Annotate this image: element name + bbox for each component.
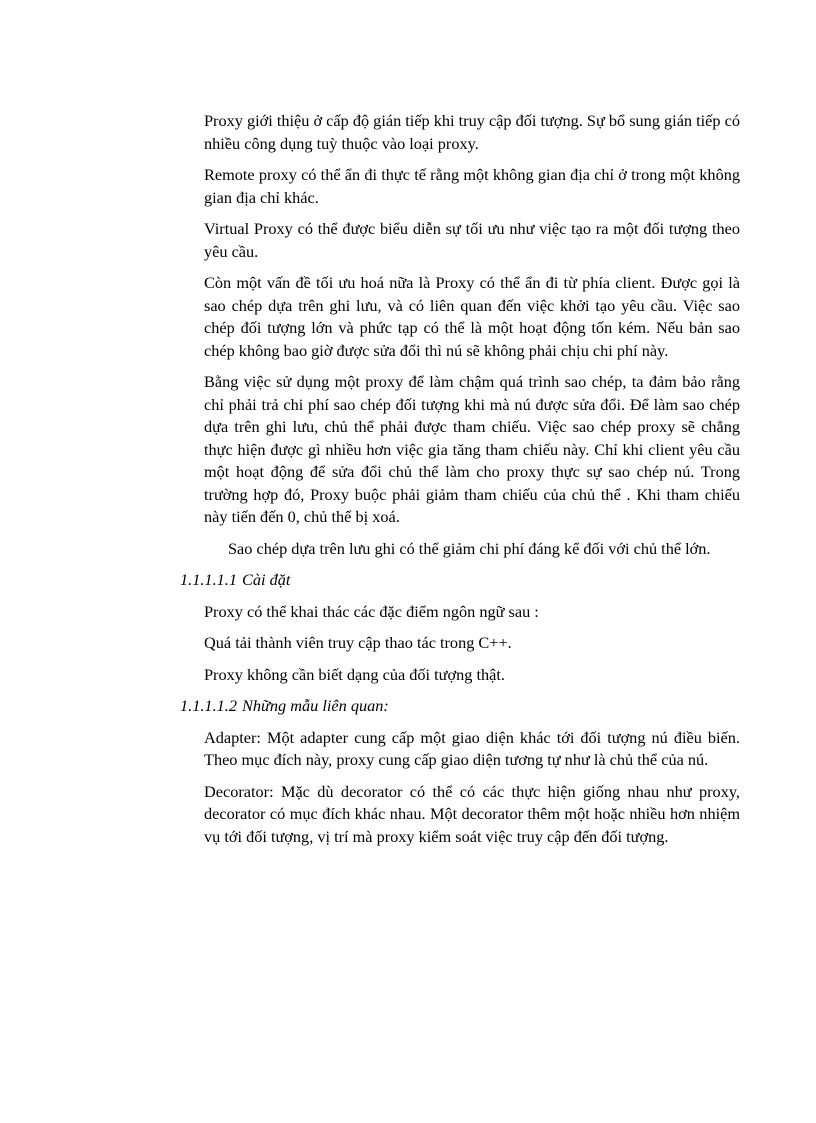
paragraph: Virtual Proxy có thể được biểu diễn sự tối ưu như việc tạo ra một đối tượng theo yêu cầu. (204, 219, 740, 261)
section-heading-nhung-mau-lien-quan (180, 695, 740, 718)
paragraph: Proxy không cần biết dạng của đối tượng thật. (204, 664, 505, 684)
paragraph: Proxy giới thiệu ở cấp độ gián tiếp khi truy cập đối tượng. Sự bổ sung gián tiếp có nhiều công dụng tuỳ thuộc vào loại proxy. (204, 111, 740, 153)
section-number: 1.1.1.1.2 (180, 696, 237, 715)
paragraph: Adapter: Một adapter cung cấp một giao diện khác tới đối tượng nú điều biến. Theo mục đích này, proxy cung cấp giao diện tương tự như là chủ thể của nú. (204, 727, 740, 769)
paragraph: Sao chép dựa trên lưu ghi có thể giảm chi phí đáng kể đối với chủ thể lớn. (228, 538, 711, 558)
section-title: Cài đặt (242, 570, 291, 589)
section-number: 1.1.1.1.1 (180, 570, 237, 589)
page-content (180, 110, 740, 857)
paragraph: Quá tải thành viên truy cập thao tác trong C++. (204, 633, 512, 652)
paragraph: Proxy có thể khai thác các đặc điểm ngôn ngữ sau : (204, 601, 539, 621)
paragraph: Remote proxy có thể ẩn đi thực tế rằng một không gian địa chỉ ở trong một không gian địa chỉ khác. (204, 165, 740, 207)
paragraph: Bằng việc sử dụng một proxy để làm chậm quá trình sao chép, ta đảm bảo rằng chỉ phải trả chi phí sao chép đối tượng khi mà nú được sửa đổi. Để làm sao chép dựa trên ghi lưu, chủ thể phải được tham chiếu. Việc sao chép proxy sẽ chẳng thực hiện được gì nhiều hơn việc gia tăng tham chiếu này. Chỉ khi client yêu cầu một hoạt động để sửa đổi chủ thể làm cho proxy thực sự sao chép nú. Trong trường hợp đó, Proxy buộc phải giảm tham chiếu của chủ thể . Khi tham chiếu này tiến đến 0, chủ thể bị xoá. (204, 372, 740, 526)
section-title: Những mẫu liên quan: (242, 696, 389, 715)
section-heading-cai-dat (180, 569, 740, 592)
paragraph: Còn một vấn đề tối ưu hoá nữa là Proxy có thể ẩn đi từ phía client. Được gọi là sao chép dựa trên ghi lưu, và có liên quan đến việc khởi tạo yêu cầu. Việc sao chép đối tượng lớn và phức tạp có thể là một hoạt động tốn kém. Nếu bản sao chép không bao giờ được sửa đổi thì nú sẽ không phải chịu chi phí này. (204, 273, 740, 360)
paragraph: Decorator: Mặc dù decorator có thể có các thực hiện giống nhau như proxy, decorator có mục đích khác nhau. Một decorator thêm một hoặc nhiều hơn nhiệm vụ tới đối tượng, vị trí mà proxy kiểm soát việc truy cập đến đối tượng. (204, 781, 740, 846)
